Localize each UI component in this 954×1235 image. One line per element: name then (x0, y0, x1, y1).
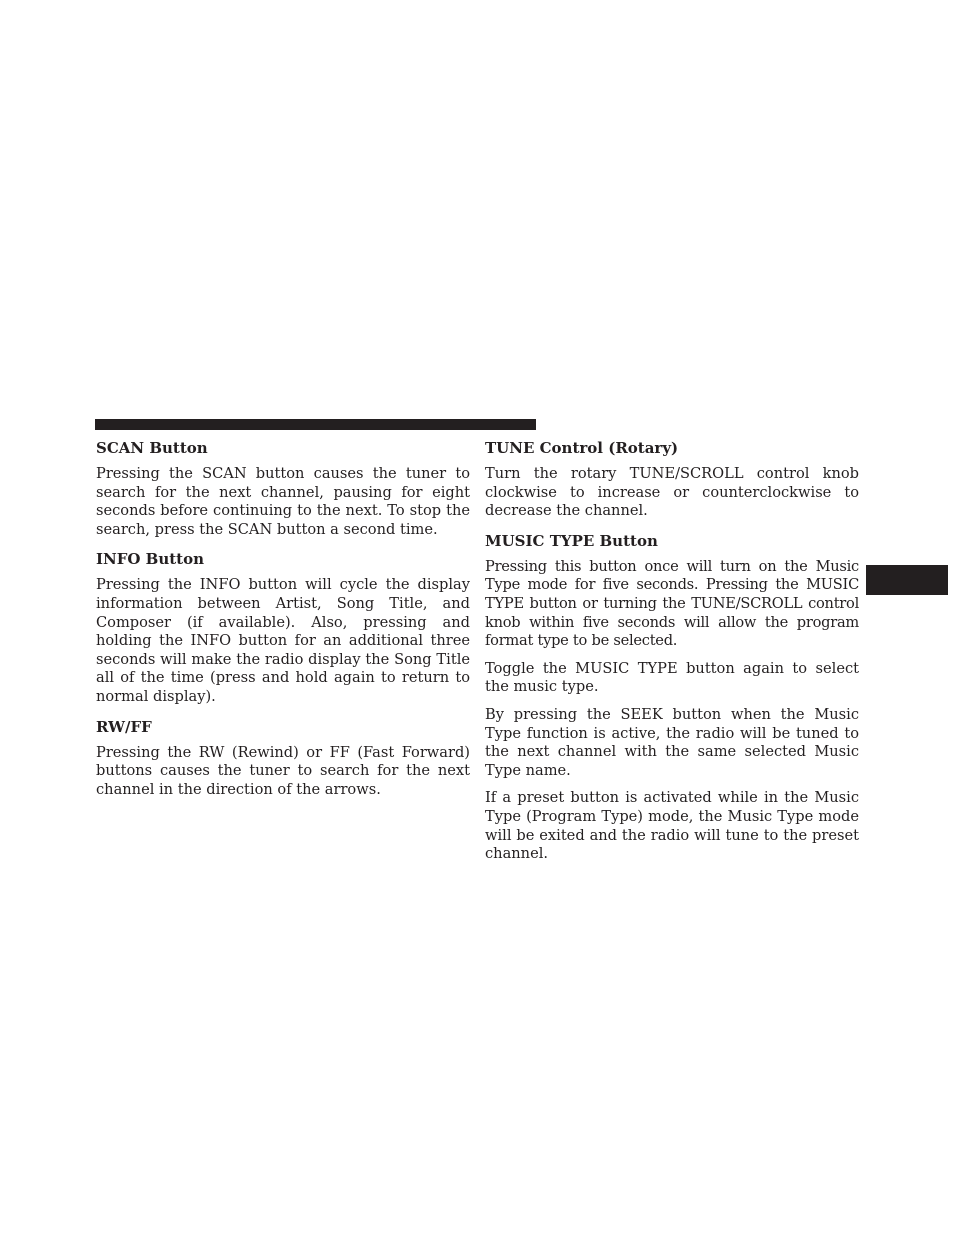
music-type-text-1: Pressing this button once will turn on the Music Type mode for five seconds. Pressing the MUSIC TYPE button or turning the TUNE/SCROLL control knob within five seconds will allow the program format type to be selected. (485, 557, 859, 650)
music-type-text-4: If a preset button is activated while in the Music Type (Program Type) mode, the Music Type mode will be exited and the radio will tune to the preset channel. (485, 789, 859, 863)
section-top-rule (95, 419, 536, 430)
right-column (485, 437, 859, 873)
rw-ff-text: Pressing the RW (Rewind) or FF (Fast Forward) buttons causes the tuner to search for the next channel in the direction of the arrows. (96, 743, 470, 798)
info-button-text: Pressing the INFO button will cycle the display information between Artist, Song Title, and Composer (if available). Also, pressing and holding the INFO button for an additional three seconds will make the radio display the Song Title all of the time (press and hold again to return to normal display). (96, 576, 470, 705)
music-type-text-3: By pressing the SEEK button when the Music Type function is active, the radio will be tuned to the next channel with the same selected Music Type name. (485, 705, 859, 779)
chapter-side-tab (866, 565, 948, 595)
info-button-heading: INFO Button (96, 550, 205, 569)
scan-button-heading: SCAN Button (96, 439, 208, 457)
tune-control-heading: TUNE Control (Rotary) (485, 439, 679, 457)
rw-ff-heading: RW/FF (96, 717, 152, 736)
music-type-text-2: Toggle the MUSIC TYPE button again to select the music type. (485, 659, 859, 696)
music-type-heading: MUSIC TYPE Button (485, 531, 658, 550)
left-column (96, 437, 470, 808)
scan-button-text: Pressing the SCAN button causes the tuner to search for the next channel, pausing for eight seconds before continuing to the next. To stop the search, press the SCAN button a second time. (96, 465, 470, 538)
tune-control-text: Turn the rotary TUNE/SCROLL control knob clockwise to increase or counterclockwise to decrease the channel. (485, 465, 859, 520)
